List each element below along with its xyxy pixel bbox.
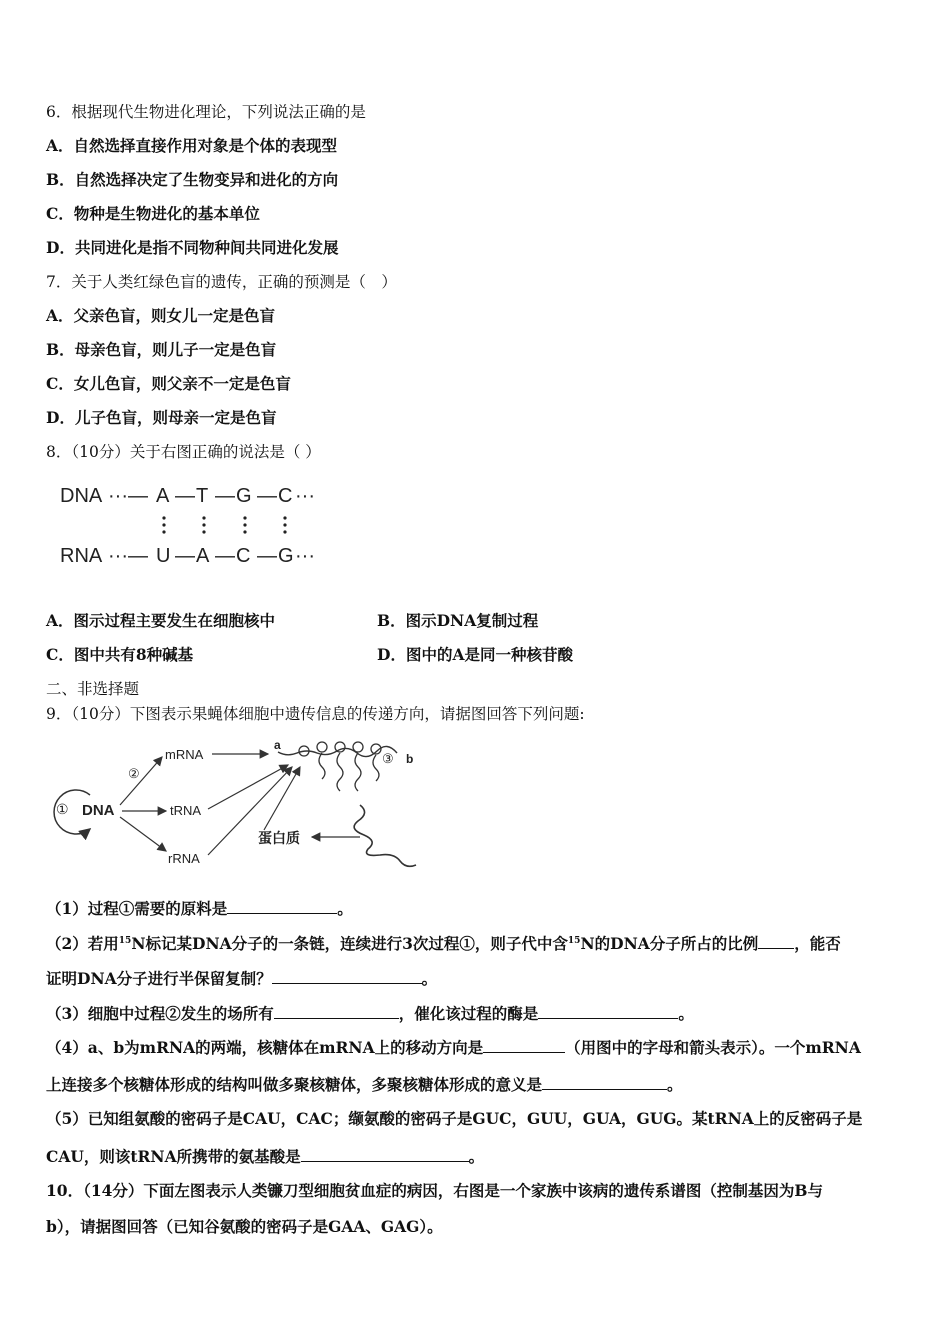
q7-stem: 7．关于人类红绿色盲的遗传，正确的预测是（ ） [46,273,397,291]
mrna-end-a: a [274,738,281,752]
q8-option-d: D．图中的A是同一种核苷酸 [377,645,573,664]
q8-stem: 8．（10分）关于右图正确的说法是（ ） [46,443,321,461]
svg-text:—: — [175,545,195,567]
q7-option-c: C．女儿色盲，则父亲不一定是色盲 [46,374,291,393]
protein-chain [354,805,416,866]
q9-blank-3a[interactable] [274,1002,399,1019]
rna-base-1: U [156,545,171,567]
gene-expression-figure [42,735,432,870]
q9-part3: （3）细胞中过程②发生的场所有 ，催化该过程的酶是 。 [46,1004,694,1023]
rna-label: RNA [60,545,103,567]
q6-option-a: A．自然选择直接作用对象是个体的表现型 [46,136,338,155]
svg-text:···: ··· [295,485,315,507]
dna-base-2: T [196,485,209,507]
q9-blank-5[interactable] [301,1145,469,1162]
process-1-label: ① [56,801,69,817]
q9-part1: （1）过程①需要的原料是 。 [46,899,353,918]
q9-part4: （4）a、b为mRNA的两端，核糖体在mRNA上的移动方向是 （用图中的字母和箭头表示）。一个mRNA [46,1038,861,1057]
dna-node: DNA [82,802,115,819]
section-title: 二、非选择题 [46,680,140,698]
q6-option-b: B．自然选择决定了生物变异和进化的方向 [46,170,339,189]
q9-part4-cont: 上连接多个核糖体形成的结构叫做多聚核糖体，多聚核糖体形成的意义是 。 [46,1075,683,1094]
q9-stem: 9．（10分）下图表示果蝇体细胞中遗传信息的传递方向，请据图回答下列问题: [46,705,585,723]
protein-node: 蛋白质 [258,830,300,846]
q9-blank-4b[interactable] [542,1073,667,1090]
dna-base-3: G [236,485,252,507]
q9-part5: （5）已知组氨酸的密码子是CAU，CAC；缬氨酸的密码子是GUC，GUU，GUA，GUG。某tRNA上的反密码子是 [46,1109,863,1128]
q7-option-b: B．母亲色盲，则儿子一定是色盲 [46,340,277,359]
q8-option-b: B．图示DNA复制过程 [377,611,539,630]
process-2-label: ② [128,766,140,781]
q9-part5-cont: CAU，则该tRNA所携带的氨基酸是 。 [46,1147,485,1166]
q9-blank-1[interactable] [227,897,337,914]
q9-blank-2b[interactable] [272,967,422,984]
trna-node: tRNA [170,803,202,818]
svg-text:···—: ···— [108,545,148,567]
q6-option-c: C．物种是生物进化的基本单位 [46,204,260,223]
svg-text:—: — [215,485,235,507]
q8-option-a: A．图示过程主要发生在细胞核中 [46,611,276,630]
svg-text:—: — [257,545,277,567]
q9-part2-cont: 证明DNA分子进行半保留复制？ 。 [46,969,438,988]
q9-blank-3b[interactable] [538,1002,678,1019]
svg-text:···—: ···— [108,485,148,507]
svg-text:—: — [257,485,277,507]
q7-option-a: A．父亲色盲，则女儿一定是色盲 [46,306,276,325]
q9-blank-4a[interactable] [483,1036,565,1053]
svg-text:—: — [175,485,195,507]
rna-base-3: C [236,545,251,567]
svg-text:—: — [215,545,235,567]
q8-option-c: C．图中共有8种碱基 [46,645,194,664]
q6-option-d: D．共同进化是指不同物种间共同进化发展 [46,238,339,257]
dna-label: DNA [60,485,103,507]
dna-rna-pairing-figure [58,478,338,578]
mrna-node: mRNA [165,747,204,762]
dna-base-4: C [278,485,293,507]
rna-base-4: G [278,545,294,567]
q10-line2: b），请据图回答（已知谷氨酸的密码子是GAA、GAG）。 [46,1217,443,1236]
mrna-end-b: b [406,752,414,766]
dna-base-1: A [156,485,170,507]
process-3-label: ③ [382,751,394,766]
q9-blank-2a[interactable] [758,932,794,949]
svg-text:···: ··· [295,545,315,567]
hydrogen-bond-dots [162,516,286,533]
q9-part2: （2）若用$^{15}$N标记某DNA分子的一条链，连续进行3次过程①，则子代中含$^{15}$N的DNA分子所占的比例 ，能否 [46,934,841,954]
q6-stem: 6．根据现代生物进化理论，下列说法正确的是 [46,103,366,121]
rna-base-2: A [196,545,210,567]
rrna-node: rRNA [168,851,200,866]
q7-option-d: D．儿子色盲，则母亲一定是色盲 [46,408,277,427]
q10-line1: 10．（14分）下面左图表示人类镰刀型细胞贫血症的病因，右图是一个家族中该病的遗传系谱图（控制基因为B与 [46,1181,823,1200]
